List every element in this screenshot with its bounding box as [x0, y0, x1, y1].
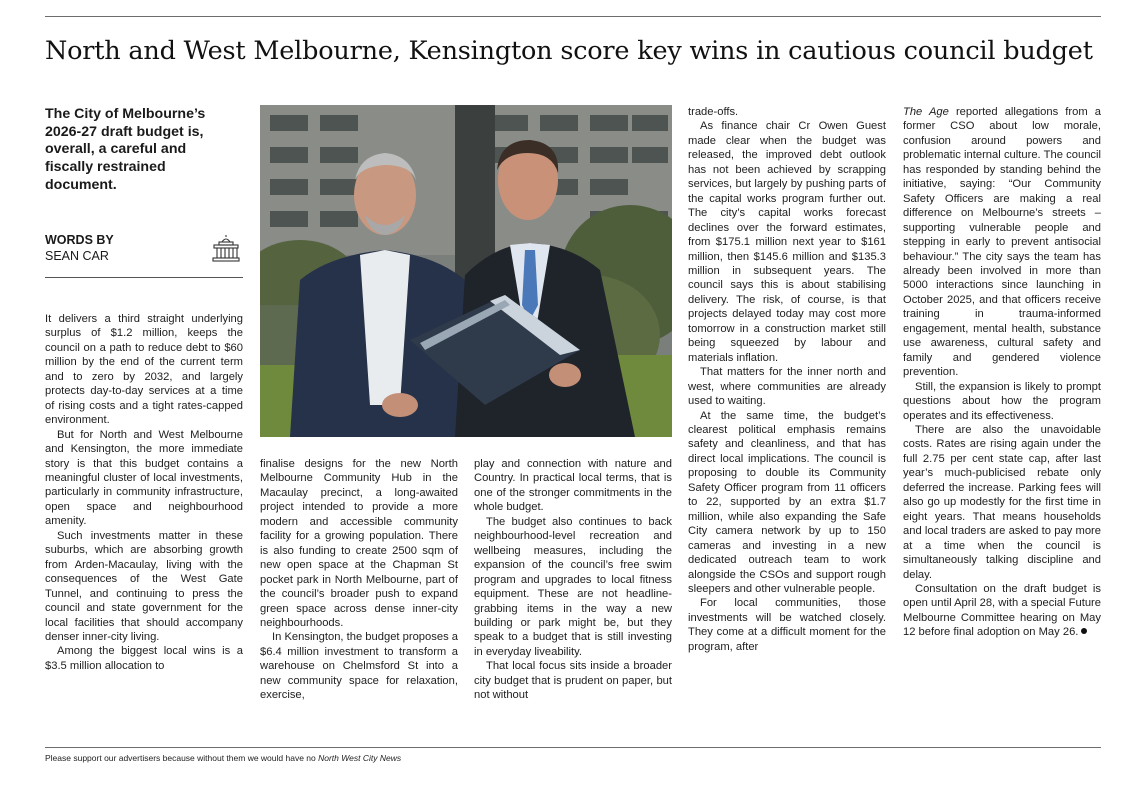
article-column-1 [45, 312, 243, 673]
publication-name: The Age [903, 106, 949, 118]
paragraph-text: reported allegations from a former CSO about low morale, confusion around powers and problematic internal culture. The council has responded by standing behind the initiative, saying: “Our Community Safety Officers are making a real difference on Melbourne’s streets – supporting vulnerable people and stepping in early to prevent antisocial behaviour.” The city says the team has already been involved in more than 5000 interactions since launching in October 2025, and that officers receive training in trauma-informed engagement, mental health, substance use awareness, cultural safety and family and gendered violence prevention. [903, 106, 1101, 379]
paragraph: Among the biggest local wins is a $3.5 million allocation to [45, 645, 243, 672]
paragraph: finalise designs for the new North Melbourne Community Hub in the Macaulay precinct, a long-awaited project intended to provide a more modern and accessible community facility for a growing population. There is also funding to create 2500 sqm of new open space at the Chapman St pocket park in North Melbourne, part of the council’s broader push to expand green space across dense inner-city neighbourhoods. [260, 458, 458, 629]
paragraph: But for North and West Melbourne and Kensington, the more immediate story is that this budget contains a meaningful cluster of local investments, particularly in community infrastructure, open space and neighbourhood amenity. [45, 428, 243, 528]
top-rule [45, 16, 1101, 17]
footer [45, 753, 401, 763]
article-photo [260, 105, 672, 437]
paragraph [903, 105, 1101, 380]
footer-text: Please support our advertisers because without them we would have no [45, 753, 319, 763]
article-column-5 [903, 105, 1101, 640]
paragraph: As finance chair Cr Owen Guest made clear when the budget was released, the improved debt outlook has not been achieved by scrapping services, but largely by pushing parts of the capital works program further out. The city’s capital works forecast declines over the forward estimates, from $175.1 million next year to $161 million, then $145.6 million and $135.3 million in subsequent years. The council says this is about stabilising delivery. The risk, of course, is that projects delayed today may cost more tomorrow in a construction market still being squeezed by labour and materials inflation. [688, 120, 886, 364]
paragraph: trade-offs. [688, 106, 739, 118]
byline-rule [45, 277, 243, 278]
byline [45, 233, 243, 280]
paragraph: There are also the unavoidable costs. Rates are rising again under the full 2.75 per cent state cap, after last year’s much-publicised rebate only deferred the increase. Parking fees will also go up modestly for the first time in eight years. That means households and local traders are asked to pay more at a time when the council is simultaneously talking discipline and delay. [903, 423, 1101, 581]
paragraph: That matters for the inner north and west, where communities are already used to waiting. [688, 366, 886, 408]
headline: North and West Melbourne, Kensington score key wins in cautious council budget [45, 36, 1093, 66]
paragraph: That local focus sits inside a broader city budget that is prudent on paper, but not without [474, 660, 672, 702]
paragraph: At the same time, the budget’s clearest political emphasis remains safety and cleanliness, and that has direct local implications. The council is proposing to double its Community Safety Officer program from 11 officers to 22, supported by an extra $1.7 million, while also expanding the Safe City camera network by up to 150 cameras and investing in a new dedicated outreach team to work alongside the CSOs and support rough sleepers and other vulnerable people. [688, 409, 886, 595]
paragraph: For local communities, those investments will be watched closely. They come at a difficult moment for the program, after [688, 597, 886, 653]
end-mark-icon [1081, 628, 1087, 634]
paragraph: play and connection with nature and Country. In practical local terms, that is one of the stronger commitments in the whole budget. [474, 458, 672, 514]
article-column-3 [474, 457, 672, 703]
footer-publication: North West City News [318, 753, 402, 763]
paragraph: The budget also continues to back neighbourhood-level recreation and wellbeing measures, including the expansion of the council’s free swim program and upgrades to local fitness equipment. These are not headline-grabbing items in the way a new building or park might be, but they speak to a budget that is still investing in everyday liveability. [474, 515, 672, 658]
paragraph: Such investments matter in these suburbs, which are absorbing growth from Arden-Macaulay, living with the consequences of the West Gate Tunnel, and continuing to press the council and state government for the local facilities that should accompany denser inner-city living. [45, 529, 243, 643]
paragraph-final [903, 582, 1101, 640]
standfirst: The City of Melbourne’s 2026-27 draft budget is, overall, a careful and fiscally restrained document. [45, 106, 206, 193]
byline-label: WORDS BY [45, 233, 114, 247]
bottom-rule [45, 747, 1101, 748]
article-column-2 [260, 457, 458, 703]
paragraph-text: Consultation on the draft budget is open until April 28, with a special Future Melbourne Committee hearing on May 12 before final adoption on May 26. [903, 582, 1101, 639]
town-hall-icon [211, 233, 241, 263]
byline-name: SEAN CAR [45, 249, 109, 263]
paragraph: Still, the expansion is likely to prompt questions about how the program operates and its effectiveness. [903, 380, 1101, 422]
article-column-4 [688, 105, 886, 654]
paragraph: It delivers a third straight underlying surplus of $1.2 million, keeps the council on a path to reduce debt to $60 million by the end of the current term and to zero by 2032, and largely protects day-to-day services at a time of rising costs and a tight rates-capped environment. [45, 313, 243, 427]
paragraph: In Kensington, the budget proposes a $6.4 million investment to transform a warehouse on Chelmsford St into a new community space for relaxation, exercise, [260, 631, 458, 702]
